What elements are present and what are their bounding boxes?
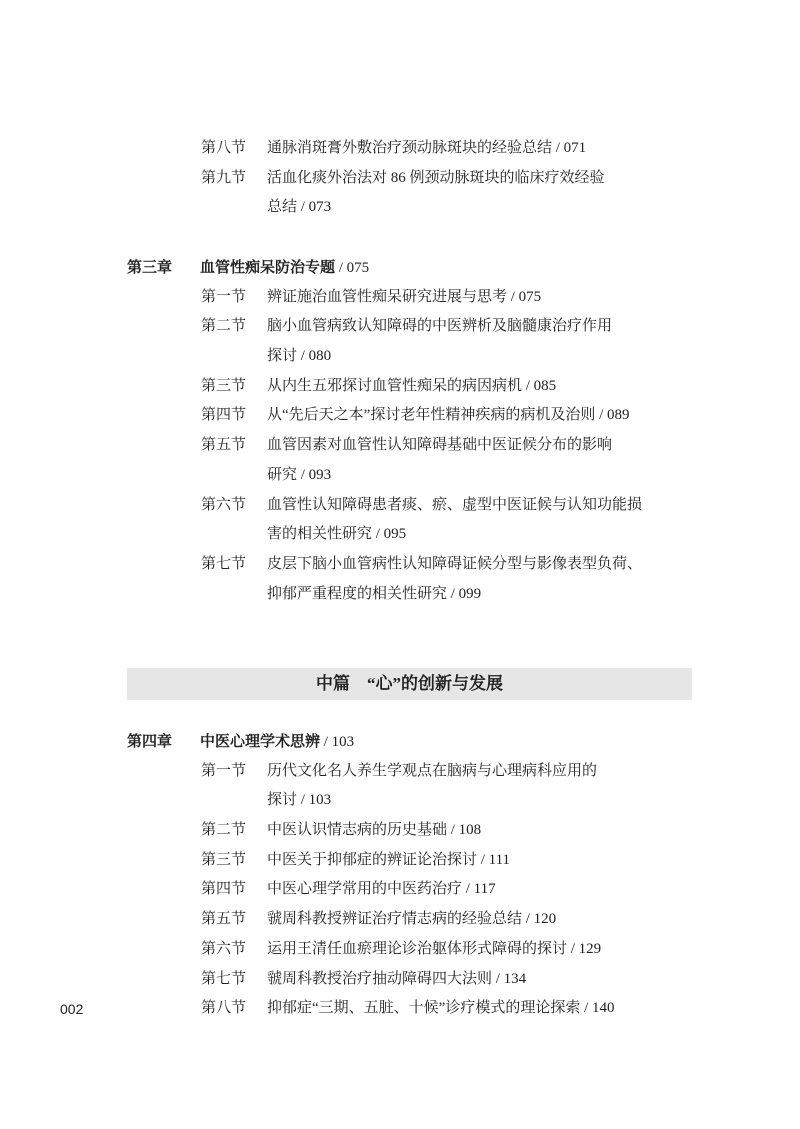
section-title: 从内生五邪探讨血管性痴呆的病因病机 / 085: [267, 377, 557, 394]
section-label: 第四节: [201, 881, 247, 898]
section-label: 第八节: [201, 1000, 247, 1017]
toc-section[interactable]: [0, 431, 800, 461]
chapter-title: 血管性痴呆防治专题: [200, 259, 336, 276]
toc-section[interactable]: [0, 550, 800, 580]
toc-section[interactable]: [0, 905, 800, 935]
section-title-line2: 总结 / 073: [267, 199, 332, 216]
section-title: 血管性认知障碍患者痰、瘀、虚型中医证候与认知功能损: [267, 496, 643, 513]
toc-section[interactable]: [0, 757, 800, 787]
section-label: 第五节: [201, 911, 247, 928]
toc-section[interactable]: [0, 312, 800, 342]
toc-section[interactable]: [0, 935, 800, 965]
chapter-label: 第三章: [127, 259, 173, 276]
toc-section-continued[interactable]: [0, 342, 800, 372]
section-title: 血管因素对血管性认知障碍基础中医证候分布的影响: [267, 437, 613, 454]
chapter-4: [0, 727, 800, 1024]
section-label: 第二节: [201, 822, 247, 839]
section-title-line2: 害的相关性研究 / 095: [267, 526, 407, 543]
section-title: 虢周科教授辨证治疗情志病的经验总结 / 120: [267, 911, 557, 928]
toc-section[interactable]: [0, 164, 800, 194]
section-label: 第七节: [201, 970, 247, 987]
toc-section-continued[interactable]: [0, 520, 800, 550]
toc-section[interactable]: [0, 846, 800, 876]
toc-chapter[interactable]: [0, 727, 800, 757]
toc-section[interactable]: [0, 491, 800, 521]
section-label: 第六节: [201, 496, 247, 513]
section-title: 中医心理学常用的中医药治疗 / 117: [267, 881, 496, 898]
section-label: 第一节: [201, 288, 247, 305]
section-title: 脑小血管病致认知障碍的中医辨析及脑髓康治疗作用: [267, 318, 613, 335]
toc-section[interactable]: [0, 401, 800, 431]
chapter-label: 第四章: [127, 733, 173, 750]
section-label: 第五节: [201, 437, 247, 454]
page-number: 002: [60, 1001, 84, 1017]
section-title: 历代文化名人养生学观点在脑病与心理病科应用的: [267, 762, 598, 779]
section-title: 皮层下脑小血管病性认知障碍证候分型与影像表型负荷、: [267, 555, 643, 572]
toc-section-continued[interactable]: [0, 580, 800, 610]
chapter-title: 中医心理学术思辨: [200, 733, 321, 750]
section-title: 中医认识情志病的历史基础 / 108: [267, 822, 482, 839]
toc-section[interactable]: [0, 283, 800, 313]
toc-section[interactable]: [0, 994, 800, 1024]
section-title-line2: 抑郁严重程度的相关性研究 / 099: [267, 585, 482, 602]
toc-section-continued[interactable]: [0, 193, 800, 223]
chapter-page: / 103: [320, 734, 355, 750]
toc-block-continued: [0, 134, 800, 223]
section-title: 运用王清任血瘀理论诊治躯体形式障碍的探讨 / 129: [267, 940, 602, 957]
section-title: 通脉消斑膏外敷治疗颈动脉斑块的经验总结 / 071: [267, 140, 587, 156]
toc-section[interactable]: [0, 875, 800, 905]
section-title: 活血化痰外治法对 86 例颈动脉斑块的临床疗效经验: [267, 169, 605, 186]
section-label: 第七节: [201, 555, 247, 572]
toc-section-continued[interactable]: [0, 786, 800, 816]
section-title: 抑郁症“三期、五脏、十候”诊疗模式的理论探索 / 140: [267, 1000, 615, 1017]
section-label: 第一节: [201, 762, 247, 779]
section-title: 辨证施治血管性痴呆研究进展与思考 / 075: [267, 288, 542, 305]
section-label: 第三节: [201, 851, 247, 868]
toc-section[interactable]: [0, 965, 800, 995]
section-title-line2: 探讨 / 103: [267, 792, 332, 809]
section-title-line2: 研究 / 093: [267, 466, 332, 483]
section-label: 第四节: [201, 407, 247, 424]
section-label: 第八节: [201, 140, 247, 156]
toc-section[interactable]: [0, 134, 800, 164]
chapter-3: [0, 253, 800, 609]
section-title-line2: 探讨 / 080: [267, 348, 332, 365]
toc-section[interactable]: [0, 816, 800, 846]
toc-section[interactable]: [0, 372, 800, 402]
section-title: 从“先后天之本”探讨老年性精神疾病的病机及治则 / 089: [267, 407, 630, 424]
section-label: 第九节: [201, 169, 247, 186]
section-label: 第二节: [201, 318, 247, 335]
section-label: 第六节: [201, 940, 247, 957]
part-banner: 中篇 “心”的创新与发展: [127, 668, 692, 700]
section-label: 第三节: [201, 377, 247, 394]
toc-section-continued[interactable]: [0, 461, 800, 491]
chapter-page: / 075: [335, 260, 370, 276]
toc-chapter[interactable]: [0, 253, 800, 283]
section-title: 中医关于抑郁症的辨证论治探讨 / 111: [267, 851, 511, 868]
section-title: 虢周科教授治疗抽动障碍四大法则 / 134: [267, 970, 527, 987]
